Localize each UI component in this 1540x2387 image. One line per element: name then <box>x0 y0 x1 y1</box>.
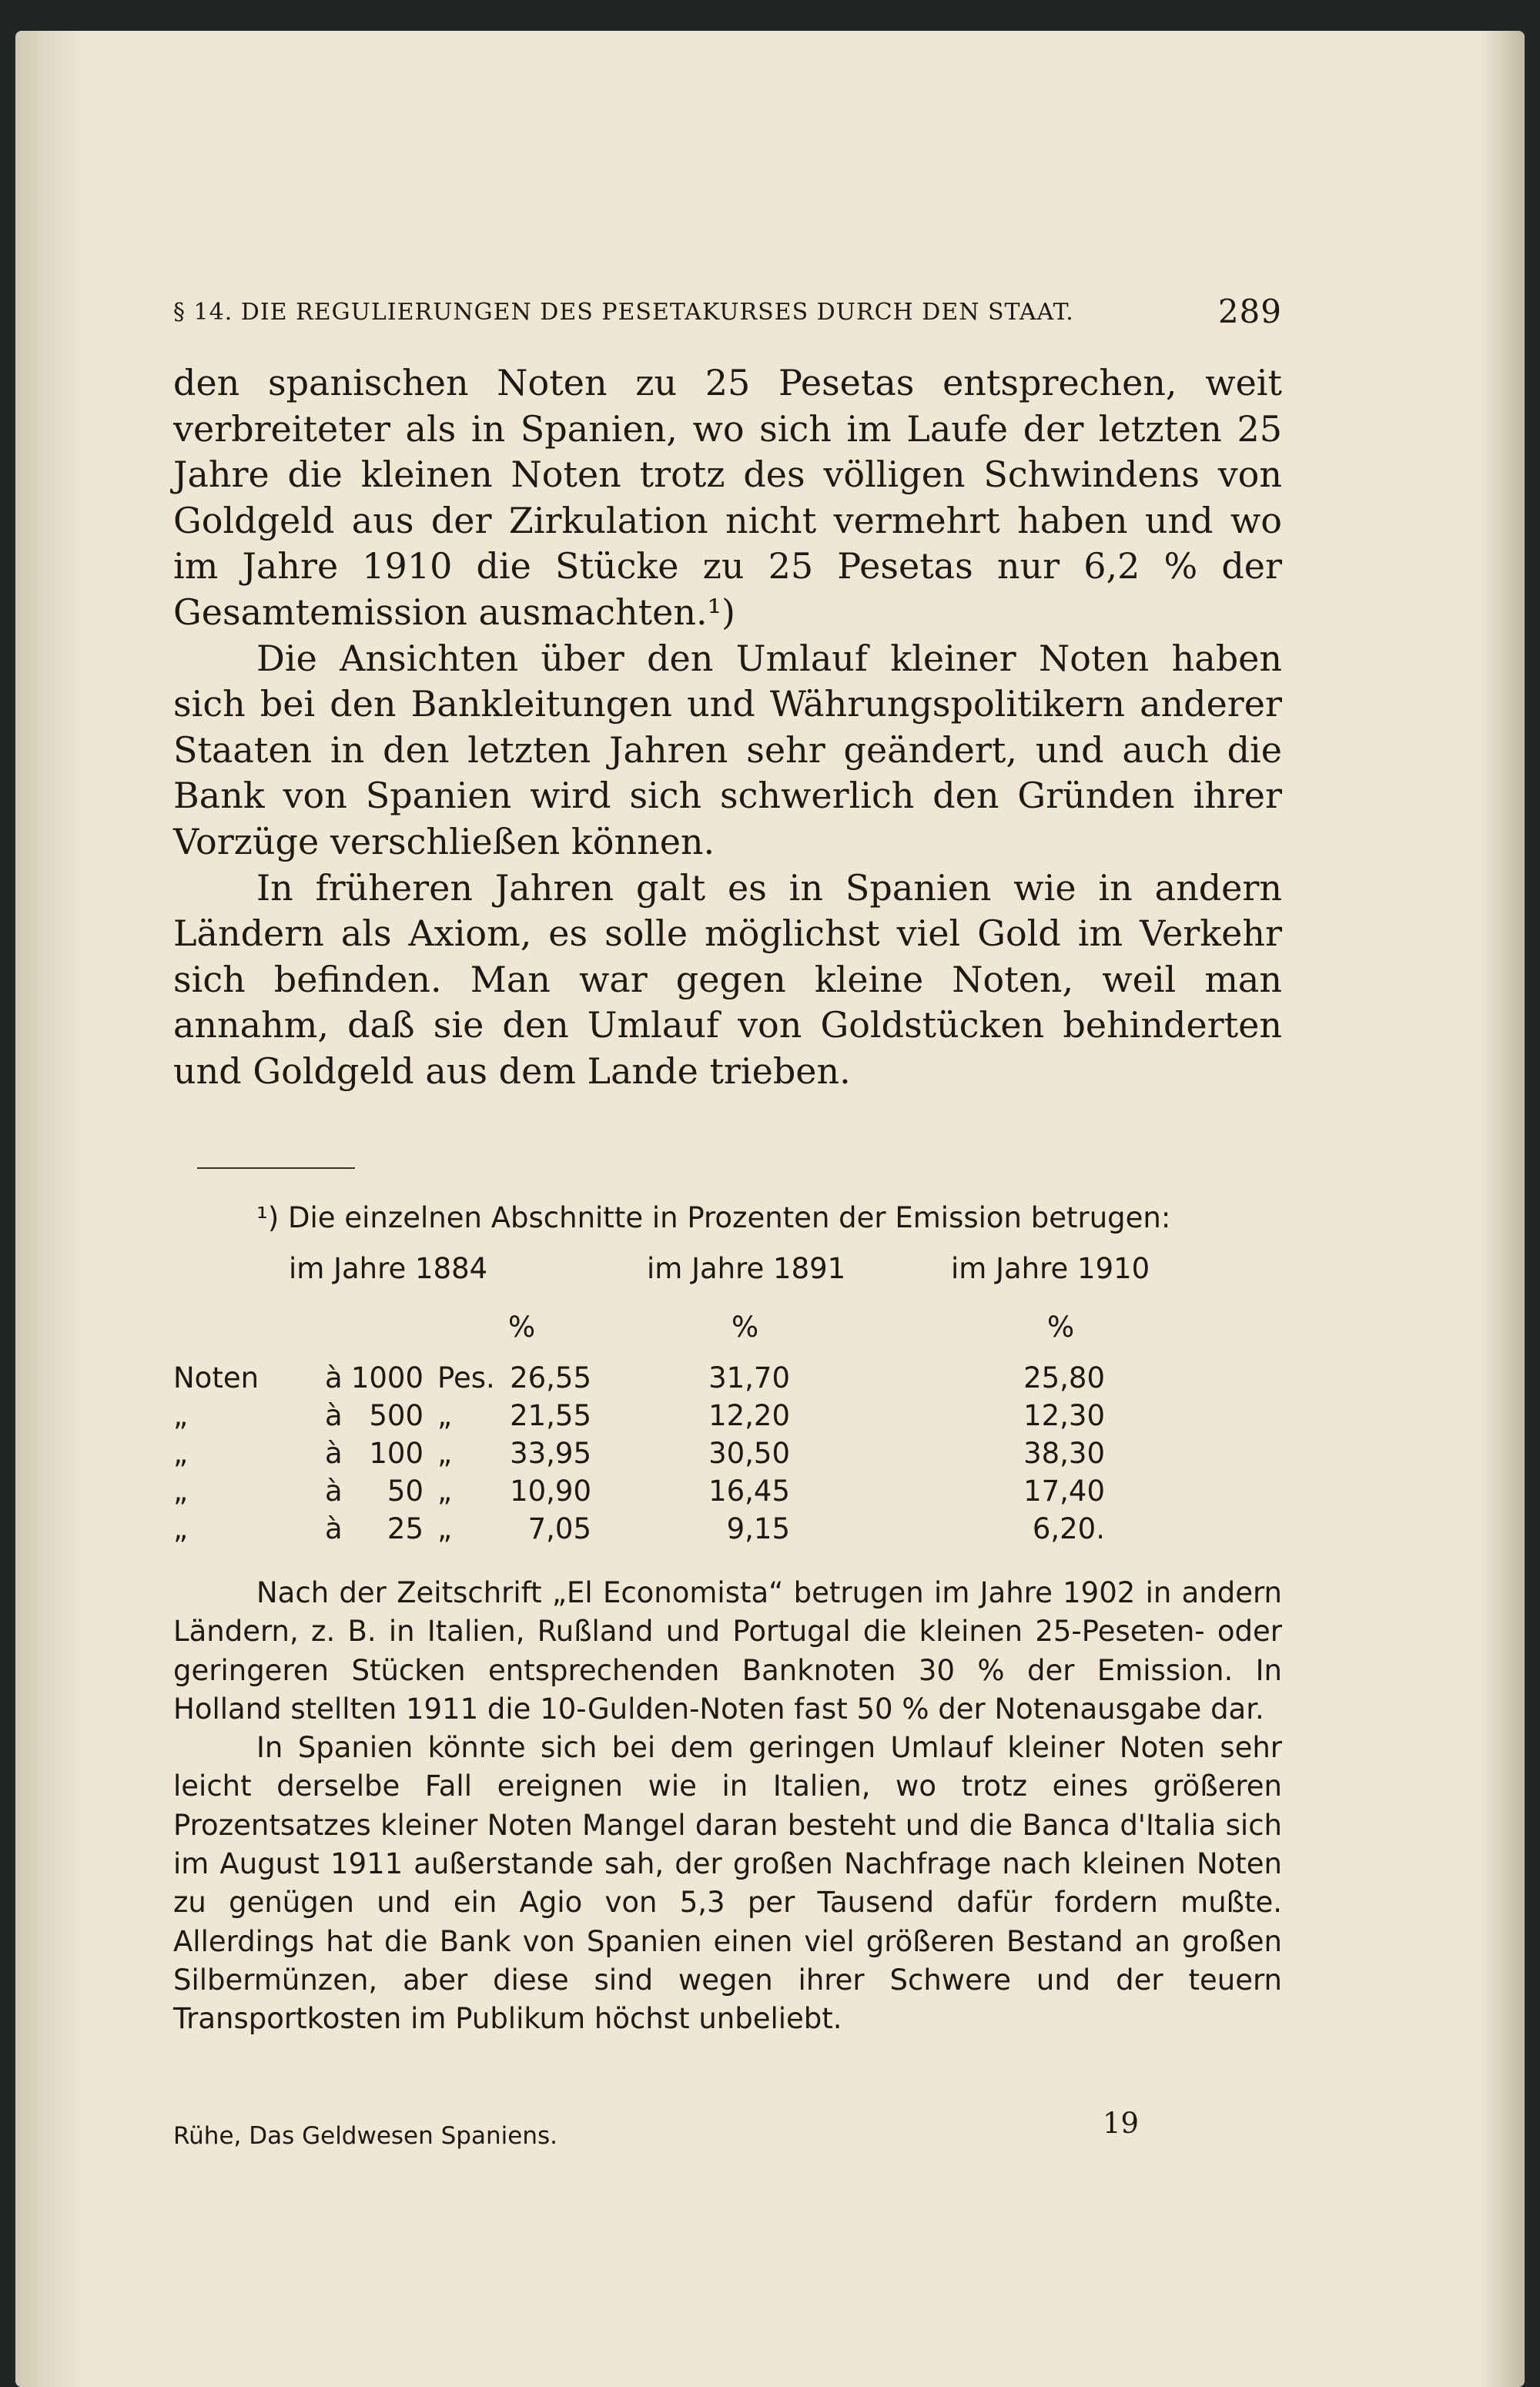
value-1910: 38,30 <box>1023 1437 1105 1470</box>
value-1884: 10,90 <box>510 1475 591 1508</box>
value-1884: 21,55 <box>510 1399 591 1432</box>
year-header-1891: im Jahre 1891 <box>647 1252 846 1285</box>
row-unit: Pes. <box>437 1361 495 1394</box>
row-label: Noten <box>173 1361 259 1394</box>
paragraph: Die Ansichten über den Umlauf kleiner Noten haben sich bei den Bankleitungen und Währungspolitikern anderer Staaten in den letzten Jahren sehr geändert, und auch die Bank von Spanien wird sich schwerlich den Gründen ihrer Vorzüge verschließen können. <box>173 637 1282 862</box>
year-header-1910: im Jahre 1910 <box>951 1252 1150 1285</box>
footnote-paragraph: Nach der Zeitschrift „El Economista“ betrugen im Jahre 1902 in andern Ländern, z. B. in Italien, Rußland und Portugal die kleinen 25-Peseten- oder geringeren Stücken entsprechenden Banknoten 30 % der Emission. In Holland stellten 1911 die 10-Gulden-Noten fast 50 % der Notenausgabe dar. <box>173 1576 1282 1726</box>
row-denomination: 500 <box>369 1399 424 1432</box>
value-1910: 12,30 <box>1023 1399 1105 1432</box>
running-header <box>173 293 1282 333</box>
section-title: § 14. DIE REGULIERUNGEN DES PESETAKURSES DURCH DEN STAAT. <box>173 299 1074 326</box>
row-label: „ <box>173 1512 189 1545</box>
footnote-paragraph: In Spanien könnte sich bei dem geringen Umlauf kleiner Noten sehr leicht derselbe Fall ereignen wie in Italien, wo trotz eines größeren Prozentsatzes kleiner Noten Mangel daran besteht und die Banca d'Italia sich im August 1911 außerstande sah, der großen Nachfrage nach kleinen Noten zu genügen und ein Agio von 5,3 per Tausend dafür fordern mußte. Allerdings hat die Bank von Spanien einen viel größeren Bestand an großen Silbermünzen, aber diese sind wegen ihrer Schwere und der teuern Transportkosten im Publikum höchst unbeliebt. <box>173 1731 1282 2036</box>
value-1884: 7,05 <box>527 1512 591 1545</box>
footnote-divider <box>197 1167 355 1169</box>
value-1884: 33,95 <box>510 1437 591 1470</box>
row-denomination: 1000 <box>350 1361 424 1394</box>
signature-number: 19 <box>1103 2107 1140 2140</box>
main-text <box>173 360 1282 1095</box>
value-1884: 26,55 <box>510 1361 591 1394</box>
row-preposition: à <box>325 1512 343 1545</box>
paragraph: In früheren Jahren galt es in Spanien wie in andern Ländern als Axiom, es solle möglichst viel Gold im Verkehr sich befinden. Man war gegen kleine Noten, weil man annahm, daß sie den Umlauf von Goldstücken behinderten und Goldgeld aus dem Lande trieben. <box>173 866 1282 1092</box>
row-unit: „ <box>437 1512 453 1545</box>
book-page <box>15 31 1525 2387</box>
value-1910: 6,20. <box>1032 1512 1105 1545</box>
row-preposition: à <box>325 1475 343 1508</box>
value-1910: 25,80 <box>1023 1361 1105 1394</box>
printer-signature: Rühe, Das Geldwesen Spaniens. <box>173 2122 557 2150</box>
row-label: „ <box>173 1399 189 1432</box>
row-denomination: 25 <box>387 1512 424 1545</box>
row-label: „ <box>173 1475 189 1508</box>
value-1891: 31,70 <box>708 1361 790 1394</box>
year-header-1884: im Jahre 1884 <box>289 1252 488 1285</box>
row-unit: „ <box>437 1475 453 1508</box>
page-number: 289 <box>1217 293 1282 330</box>
row-preposition: à <box>325 1361 343 1394</box>
value-1891: 12,20 <box>708 1399 790 1432</box>
value-1891: 16,45 <box>708 1475 790 1508</box>
paragraph: den spanischen Noten zu 25 Pesetas entsprechen, weit verbreiteter als in Spanien, wo sich im Laufe der letzten 25 Jahre die kleinen Noten trotz des völligen Schwindens von Goldgeld aus der Zirkulation nicht vermehrt haben und wo im Jahre 1910 die Stücke zu 25 Pesetas nur 6,2 % der Gesamtemission ausmachten.¹) <box>173 362 1282 633</box>
row-unit: „ <box>437 1437 453 1470</box>
row-preposition: à <box>325 1399 343 1432</box>
row-denomination: 50 <box>387 1475 424 1508</box>
row-unit: „ <box>437 1399 453 1432</box>
percent-sign: % <box>732 1311 759 1344</box>
footnote-intro: ¹) Die einzelnen Abschnitte in Prozenten der Emission betrugen: <box>256 1201 1171 1234</box>
percent-sign: % <box>508 1311 536 1344</box>
value-1891: 9,15 <box>726 1512 790 1545</box>
percent-sign: % <box>1047 1311 1075 1344</box>
value-1910: 17,40 <box>1023 1475 1105 1508</box>
footnote-text <box>173 1574 1282 2039</box>
row-denomination: 100 <box>369 1437 424 1470</box>
row-label: „ <box>173 1437 189 1470</box>
value-1891: 30,50 <box>708 1437 790 1470</box>
row-preposition: à <box>325 1437 343 1470</box>
